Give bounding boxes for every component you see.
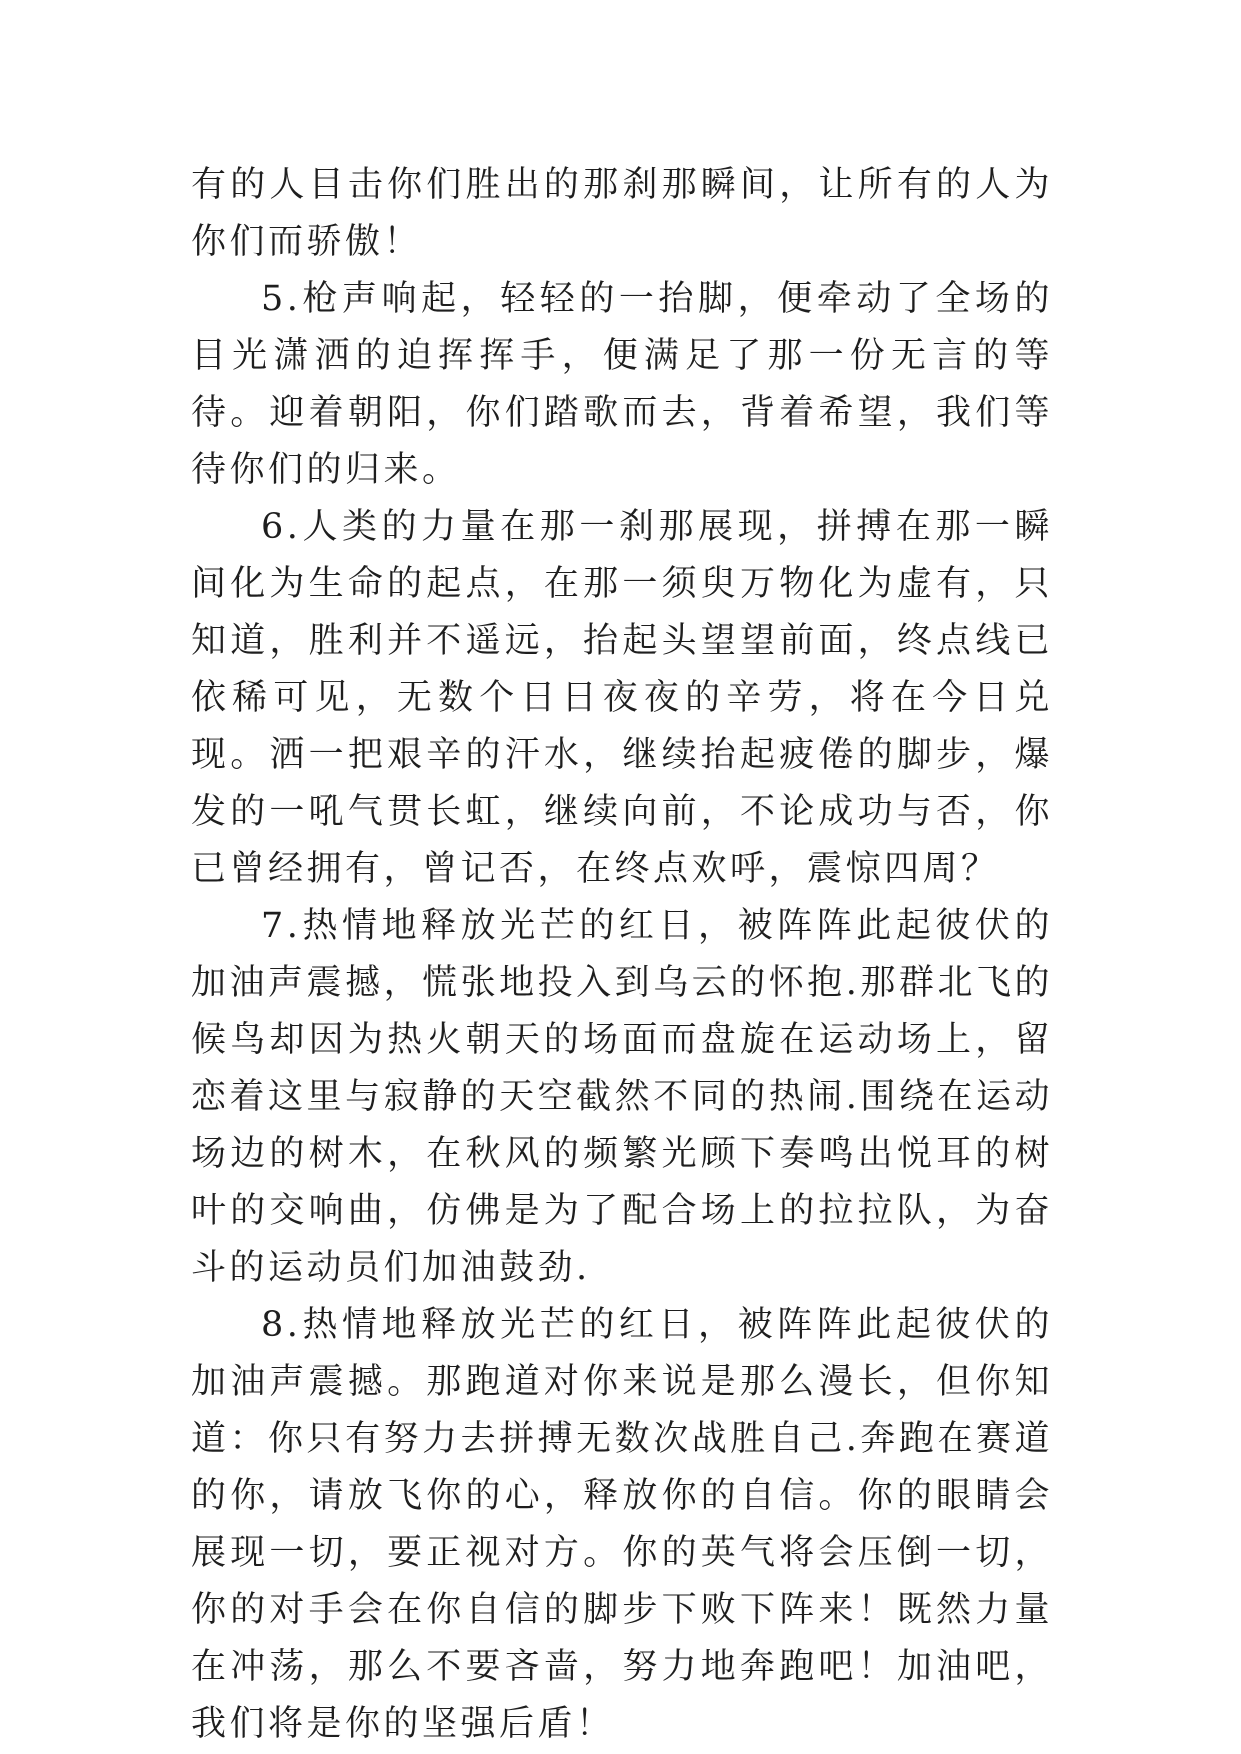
document-body	[191, 157, 1053, 1753]
paragraph-continuation: 有的人目击你们胜出的那刹那瞬间，让所有的人为你们而骄傲！	[191, 165, 1053, 262]
paragraph-item-6: 6.人类的力量在那一刹那展现，拼搏在那一瞬间化为生命的起点，在那一须臾万物化为虚有，只知道，胜利并不遥远，抬起头望望前面，终点线已依稀可见，无数个日日夜夜的辛劳，将在今日兑现。洒一把艰辛的汗水，继续抬起疲倦的脚步，爆发的一吼气贯长虹，继续向前，不论成功与否，你已曾经拥有，曾记否，在终点欢呼，震惊四周？	[191, 507, 1053, 889]
paragraph-item-7: 7.热情地释放光芒的红日，被阵阵此起彼伏的加油声震撼，慌张地投入到乌云的怀抱.那群北飞的候鸟却因为热火朝天的场面而盘旋在运动场上，留恋着这里与寂静的天空截然不同的热闹.围绕在运动场边的树木，在秋风的频繁光顾下奏鸣出悦耳的树叶的交响曲，仿佛是为了配合场上的拉拉队，为奋斗的运动员们加油鼓劲.	[191, 906, 1053, 1288]
paragraph-item-5: 5.枪声响起，轻轻的一抬脚，便牵动了全场的目光潇洒的迫挥挥手，便满足了那一份无言的等待。迎着朝阳，你们踏歌而去，背着希望，我们等待你们的归来。	[191, 279, 1053, 490]
paragraph-item-8: 8.热情地释放光芒的红日，被阵阵此起彼伏的加油声震撼。那跑道对你来说是那么漫长，但你知道：你只有努力去拼搏无数次战胜自己.奔跑在赛道的你，请放飞你的心，释放你的自信。你的眼睛会展现一切，要正视对方。你的英气将会压倒一切，你的对手会在你自信的脚步下败下阵来！既然力量在冲荡，那么不要吝啬，努力地奔跑吧！加油吧，我们将是你的坚强后盾！	[191, 1305, 1053, 1744]
